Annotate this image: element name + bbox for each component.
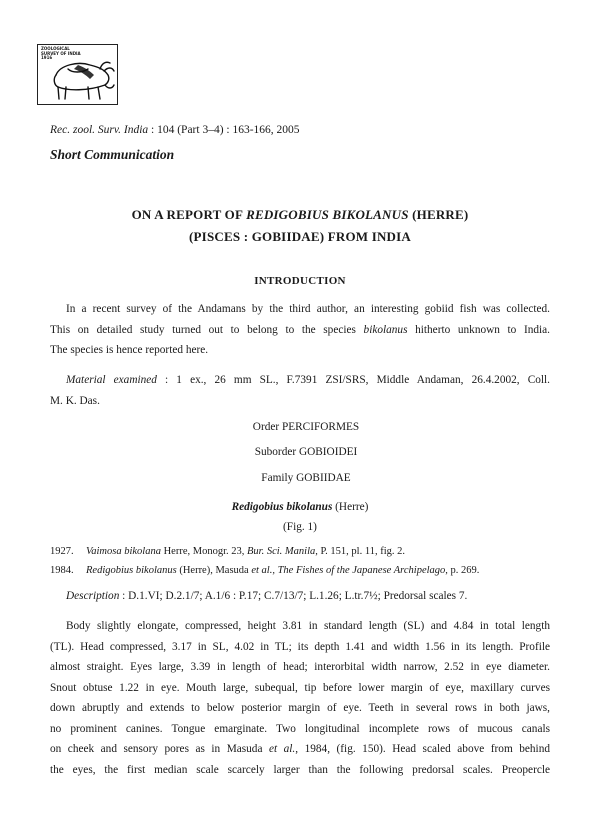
body-line: no prominent canines. Tongue emarginate. Two longitudinal incomplete rows of mucous canals xyxy=(50,722,550,735)
body-line: Body slightly elongate, compressed, height 3.81 in standard length (SL) and 4.84 in total length xyxy=(66,620,550,632)
introduction-heading: INTRODUCTION xyxy=(254,275,346,287)
zsi-logo xyxy=(37,44,118,105)
figure-reference: (Fig. 1) xyxy=(283,521,317,533)
body-line: almost straight. Eyes large, 3.39 in length of head; interorbital width narrow, 2.52 in eye diameter. xyxy=(50,661,550,673)
body-paragraph xyxy=(50,616,550,780)
body-line: (TL). Head compressed, 3.17 in SL, 4.02 in TL; its depth 1.41 and width 1.56 in its length. Profile xyxy=(50,640,550,653)
material-line: Material examined : 1 ex., 26 mm SL., F.7391 ZSI/SRS, Middle Andaman, 26.4.2002, Coll. xyxy=(66,374,550,386)
material-line: M. K. Das. xyxy=(50,394,100,407)
taxon-order: Order PERCIFORMES xyxy=(252,421,360,433)
title-species: REDIGOBIUS BIKOLANUS xyxy=(246,207,409,222)
gaur-bison-icon xyxy=(38,45,117,104)
body-line: the eyes, the first median scale scarcely larger than the following predorsal scales. Preopercle xyxy=(50,763,550,776)
intro-line: In a recent survey of the Andamans by the third author, an interesting gobiid fish was collected. xyxy=(66,303,550,315)
taxon-family: Family GOBIIDAE xyxy=(261,472,351,484)
description-line: Description : D.1.VI; D.2.1/7; A.1/6 : P.17; C.7/13/7; L.1.26; L.tr.7½; Predorsal scales 7. xyxy=(66,590,468,602)
title-prefix: ON A REPORT OF xyxy=(131,207,247,222)
introduction-paragraph xyxy=(50,299,550,361)
synonym-entry: 1984. Redigobius bikolanus (Herre), Masuda et al., The Fishes of the Japanese Archipelago, p. 269. xyxy=(50,565,480,576)
material-examined-paragraph xyxy=(50,370,550,411)
intro-line: The species is hence reported here. xyxy=(50,344,209,356)
body-line: Snout obtuse 1.22 in eye. Mouth large, subequal, tip before lower margin of eye, maxillary curves xyxy=(50,681,550,694)
synonym-entry: 1927. Vaimosa bikolana Herre, Monogr. 23, Bur. Sci. Manila, P. 151, pl. 11, fig. 2. xyxy=(50,546,405,557)
citation-details: : 104 (Part 3–4) : 163-166, 2005 xyxy=(148,124,300,136)
taxon-suborder: Suborder GOBIOIDEI xyxy=(254,446,358,458)
logo-text: ZOOLOGICAL SURVEY OF INDIA 1916 xyxy=(41,46,81,60)
paper-title-line-1 xyxy=(0,207,600,223)
journal-citation xyxy=(50,124,300,136)
journal-name: Rec. zool. Surv. India xyxy=(50,124,149,136)
description-paragraph xyxy=(50,586,550,607)
body-line: down abruptly and extends to below posterior margin of eye. Teeth in several rows in both jaws, xyxy=(50,702,550,714)
body-line: on cheek and sensory pores as in Masuda et al., 1984, (fig. 150). Head scaled above from behind xyxy=(50,743,550,755)
intro-line: This on detailed study turned out to belong to the species bikolanus hitherto unknown to India. xyxy=(50,323,550,336)
paper-title-line-2: (PISCES : GOBIIDAE) FROM INDIA xyxy=(189,229,411,244)
section-type: Short Communication xyxy=(50,147,175,162)
title-suffix: (HERRE) xyxy=(408,207,469,222)
species-name: Redigobius bikolanus (Herre) xyxy=(231,501,369,513)
